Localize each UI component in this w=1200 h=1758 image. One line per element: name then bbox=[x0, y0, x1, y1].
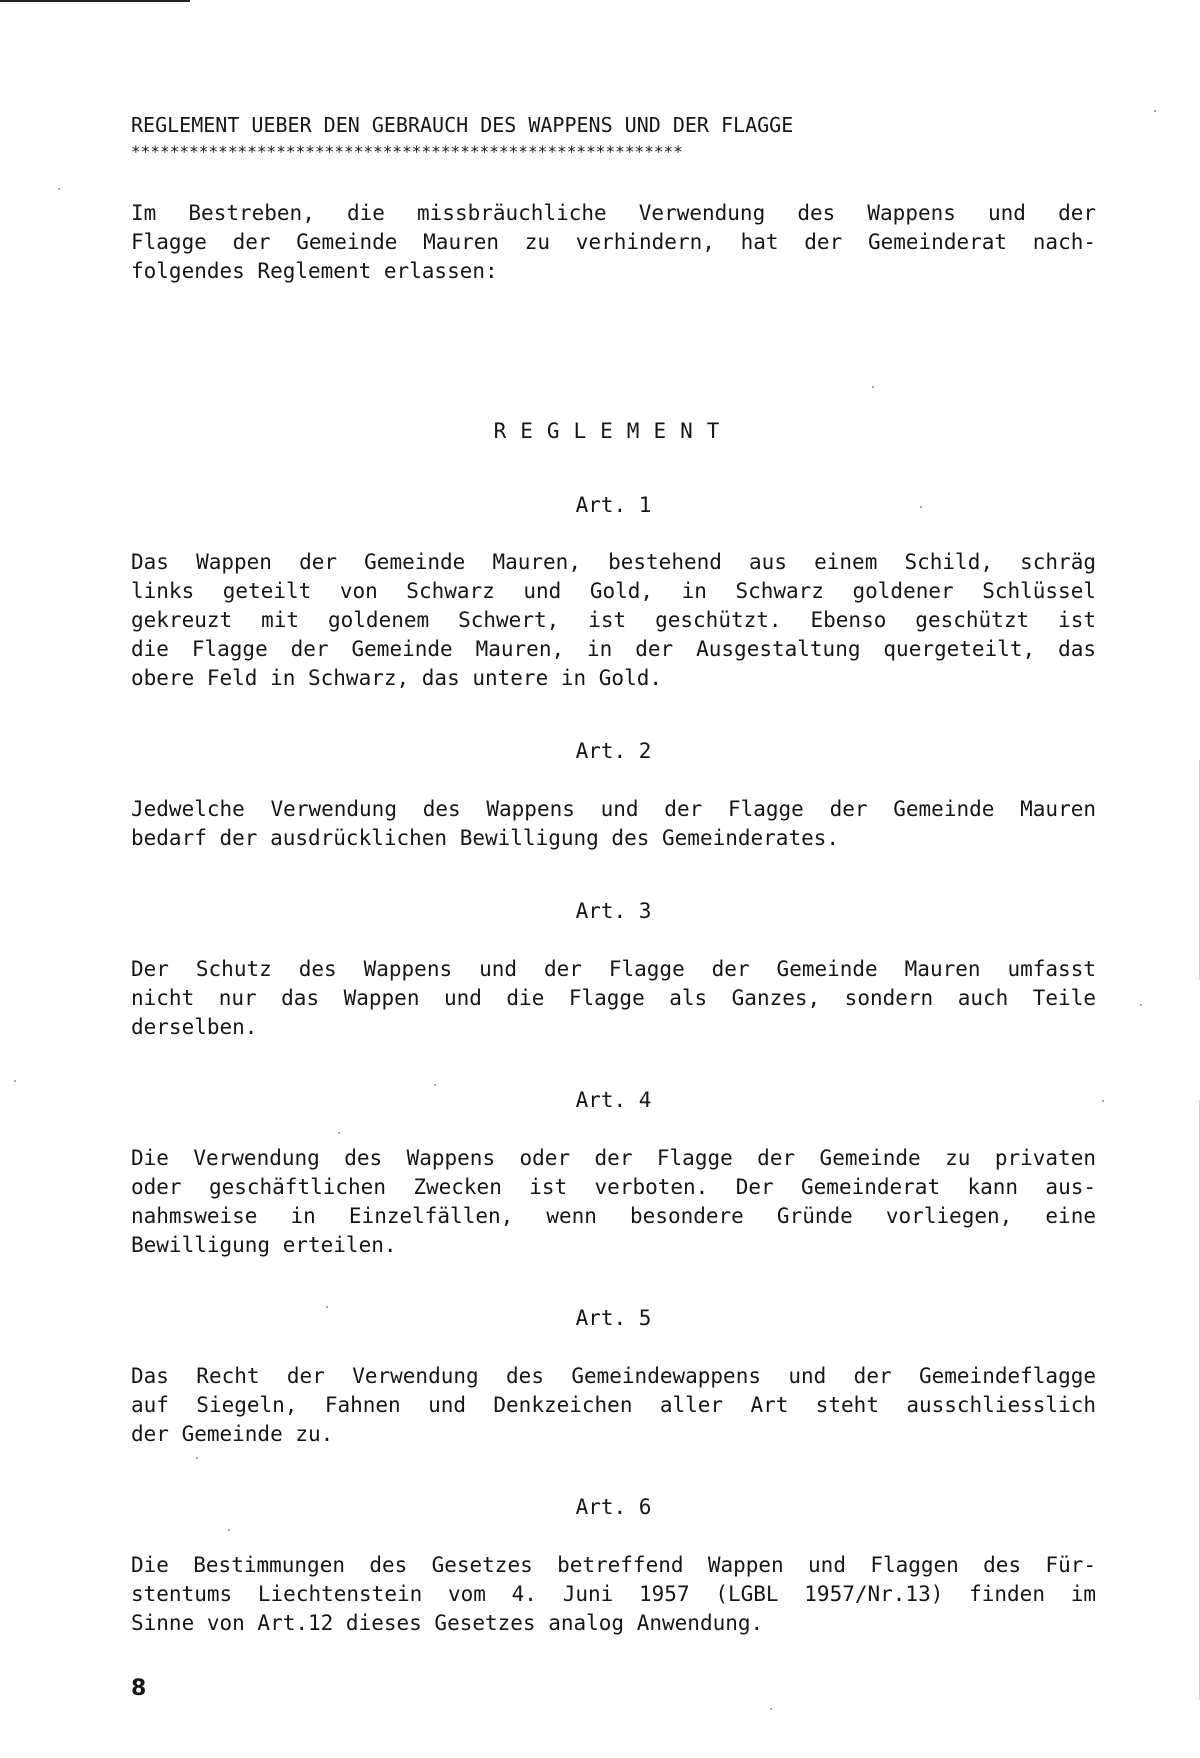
scan-speck bbox=[228, 1529, 230, 1531]
scan-speck bbox=[872, 386, 874, 388]
article-line: Das Recht der Verwendung des Gemeindewappens und der Gemeindeflagge bbox=[131, 1364, 1096, 1388]
article-line: Bewilligung erteilen. bbox=[131, 1233, 397, 1257]
article-heading: Art. 4 bbox=[575, 1088, 652, 1112]
article-line: Sinne von Art.12 dieses Gesetzes analog Anwendung. bbox=[131, 1611, 764, 1635]
article-line: obere Feld in Schwarz, das untere in Gold. bbox=[131, 666, 663, 690]
article-line: Jedwelche Verwendung des Wappens und der Flagge der Gemeinde Mauren bbox=[131, 797, 1096, 821]
article-line: nicht nur das Wappen und die Flagge als Ganzes, sondern auch Teile bbox=[131, 986, 1096, 1010]
scan-speck bbox=[1140, 1004, 1142, 1006]
article-line: Das Wappen der Gemeinde Mauren, bestehend aus einem Schild, schräg bbox=[131, 550, 1096, 574]
article-heading: Art. 5 bbox=[575, 1306, 652, 1330]
article-line: links geteilt von Schwarz und Gold, in Schwarz goldener Schlüssel bbox=[131, 579, 1096, 603]
article-heading: Art. 3 bbox=[575, 899, 652, 923]
scan-speck bbox=[770, 1708, 772, 1710]
section-title: REGLEMENT bbox=[493, 419, 734, 443]
article-line: Die Verwendung des Wappens oder der Flagge der Gemeinde zu privaten bbox=[131, 1146, 1096, 1170]
scan-speck bbox=[326, 1306, 328, 1308]
article-heading: Art. 2 bbox=[575, 739, 652, 763]
intro-line: Im Bestreben, die missbräuchliche Verwendung des Wappens und der bbox=[131, 201, 1096, 225]
article-line: Der Schutz des Wappens und der Flagge der Gemeinde Mauren umfasst bbox=[131, 957, 1096, 981]
intro-line: Flagge der Gemeinde Mauren zu verhindern, hat der Gemeinderat nach- bbox=[131, 230, 1096, 254]
article-heading: Art. 1 bbox=[575, 493, 652, 517]
article-line: bedarf der ausdrücklichen Bewilligung des Gemeinderates. bbox=[131, 826, 840, 850]
article-line: nahmsweise in Einzelfällen, wenn besondere Gründe vorliegen, eine bbox=[131, 1204, 1096, 1228]
document-heading: REGLEMENT UEBER DEN GEBRAUCH DES WAPPENS UND DER FLAGGE bbox=[131, 113, 794, 137]
scan-speck bbox=[1102, 1100, 1104, 1102]
page-number: 8 bbox=[131, 1676, 147, 1701]
article-line: gekreuzt mit goldenem Schwert, ist geschützt. Ebenso geschützt ist bbox=[131, 608, 1096, 632]
intro-line: folgendes Reglement erlassen: bbox=[131, 259, 498, 283]
scan-speck bbox=[196, 1457, 198, 1459]
scan-speck bbox=[434, 1084, 436, 1086]
scan-speck bbox=[338, 1132, 340, 1134]
scan-speck bbox=[14, 1080, 16, 1082]
article-line: die Flagge der Gemeinde Mauren, in der Ausgestaltung quergeteilt, das bbox=[131, 637, 1096, 661]
heading-rule: ********************************************************* bbox=[131, 142, 683, 161]
scan-edge-line bbox=[0, 0, 190, 2]
article-line: stentums Liechtenstein vom 4. Juni 1957 (LGBL 1957/Nr.13) finden im bbox=[131, 1582, 1096, 1606]
article-line: oder geschäftlichen Zwecken ist verboten. Der Gemeinderat kann aus- bbox=[131, 1175, 1096, 1199]
article-line: auf Siegeln, Fahnen und Denkzeichen aller Art steht ausschliesslich bbox=[131, 1393, 1096, 1417]
scan-speck bbox=[1154, 110, 1156, 112]
article-heading: Art. 6 bbox=[575, 1495, 652, 1519]
scan-speck bbox=[920, 506, 922, 508]
article-line: derselben. bbox=[131, 1015, 258, 1039]
article-line: der Gemeinde zu. bbox=[131, 1422, 334, 1446]
article-line: Die Bestimmungen des Gesetzes betreffend Wappen und Flaggen des Für- bbox=[131, 1553, 1096, 1577]
scan-speck bbox=[58, 188, 60, 190]
